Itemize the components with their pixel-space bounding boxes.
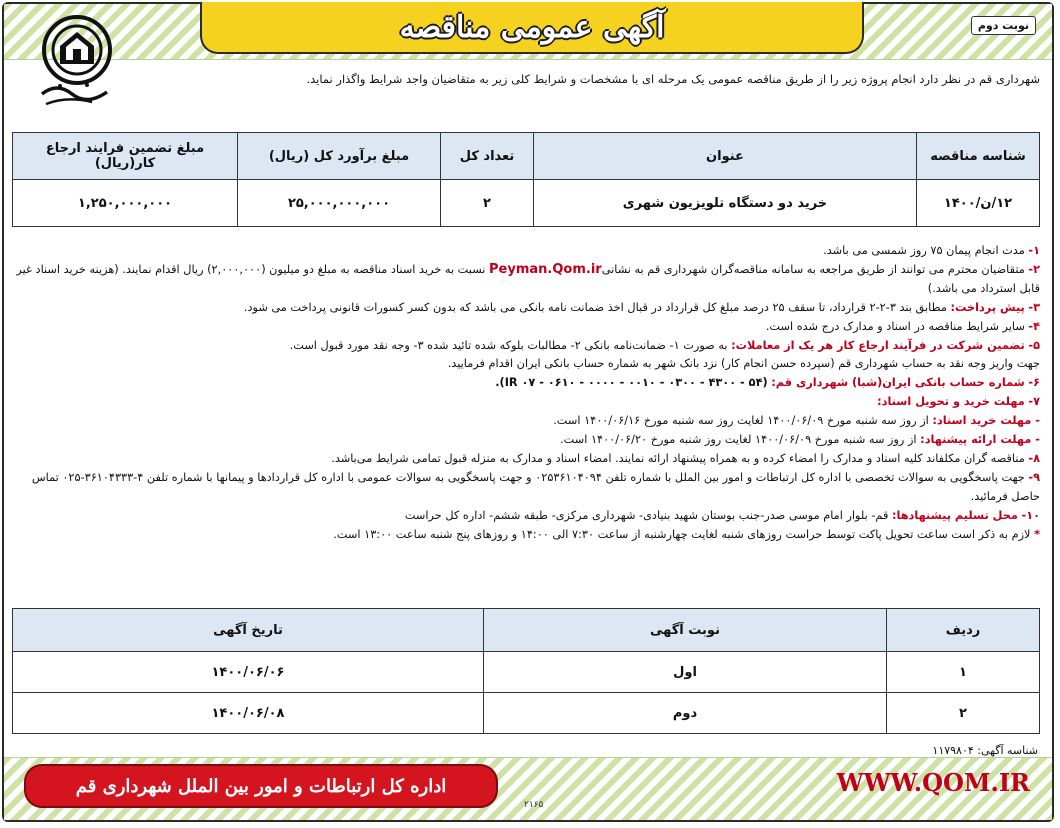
ad-id: شناسه آگهی: ۱۱۷۹۸۰۴ xyxy=(932,744,1038,757)
col-row: ردیف xyxy=(887,609,1040,652)
tender-portal-link[interactable]: Peyman.Qom.ir xyxy=(489,261,602,277)
tender-id-value: ۱۲/ن/۱۴۰۰ xyxy=(917,180,1040,227)
intro-paragraph: شهرداری قم در نظر دارد انجام پروژه زیر را از طریق مناقصه عمومی یک مرحله ای با مشخصات و شرایط کلی زیر به متقاضیان واجد شرایط واگذار نماید. xyxy=(306,72,1040,86)
table-row xyxy=(13,693,1040,734)
website-link[interactable]: WWW.QOM.IR xyxy=(836,768,1030,797)
department-banner xyxy=(24,764,498,808)
condition-9: ۹- جهت پاسخگویی به سوالات تخصصی با اداره کل ارتباطات و امور بین الملل با شماره تلفن ۰۲۵۳۶۱۰۴۰۹۴ و جهت پاسخگویی به سوالات عمومی با اداره کل قراردادها و پیمانها با شماره تلفن ۴-۳۶۱۰۴۳۳۳-۰۲۵ تماس حاصل فرمائید. xyxy=(31,470,1040,503)
table-row xyxy=(13,180,1040,227)
date-value: ۱۴۰۰/۰۶/۰۶ xyxy=(13,652,484,693)
date-value: ۱۴۰۰/۰۶/۰۸ xyxy=(13,693,484,734)
round-value: اول xyxy=(484,652,887,693)
tender-table xyxy=(12,132,1040,227)
condition-1: ۱- مدت انجام پیمان ۷۵ روز شمسی می باشد. xyxy=(823,244,1040,257)
condition-5: ۵- تضمین شرکت در فرآیند ارجاع کار هر یک از معاملات: به صورت ۱- ضمانت‌نامه بانکی ۲- مطالبات بلوکه شده تائید شده ۳- وجه نقد مورد قبول است. xyxy=(289,338,1040,352)
col-guarantee: مبلغ تضمین فرایند ارجاع کار(ریال) xyxy=(13,133,238,180)
delivery-note: * لازم به ذکر است ساعت تحویل پاکت توسط حراست روزهای شنبه لغایت چهارشنبه از ساعت ۷:۳۰ الی ۱۴:۰۰ و روزهای پنج شنبه ساعت ۱۳:۰۰ است. xyxy=(333,527,1040,541)
condition-2: ۲- متقاضیان محترم می توانند از طریق مراجعه به سامانه مناقصه‌گران شهرداری قم به نشانیPeyman.Qom.ir نسبت به خرید اسناد مناقصه به مبلغ دو میلیون (۲,۰۰۰,۰۰۰) ریال اقدام نمایند. (هزینه خرید اسناد غیر قابل استرداد می باشد.) xyxy=(16,261,1040,295)
condition-8: ۸- مناقصه گران مکلفاند کلیه اسناد و مدارک را امضاء کرده و به همراه پیشنهاد ارائه نمایند. امضاء اسناد و مدارک به منزله قبول تمامی شرایط می‌باشد. xyxy=(331,451,1040,465)
col-title: عنوان xyxy=(534,133,917,180)
department-name: اداره کل ارتباطات و امور بین الملل شهرداری قم xyxy=(75,775,447,797)
condition-3: ۳- پیش پرداخت: مطابق بند ۳-۲-۲ قرارداد، تا سقف ۲۵ درصد مبلغ کل قرارداد در قبال اخذ ضمانت نامه بانکی می باشد که بدون کسر کسورات قانونی پرداخت می شود. xyxy=(243,300,1040,314)
condition-7b: - مهلت ارائه پیشنهاد: از روز سه شنبه مورخ ۱۴۰۰/۰۶/۰۹ لغایت روز شنبه مورخ ۱۴۰۰/۰۶/۲۰ است. xyxy=(560,433,1040,447)
col-date: تاریخ آگهی xyxy=(13,609,484,652)
condition-4: ۴- سایر شرایط مناقصه در اسناد و مدارک درج شده است. xyxy=(765,319,1040,333)
col-count: تعداد کل xyxy=(441,133,534,180)
publication-round-badge: نوبت دوم xyxy=(971,16,1036,35)
conditions-list xyxy=(16,242,1040,545)
col-round: نوبت آگهی xyxy=(484,609,887,652)
tender-title-value: خرید دو دستگاه تلویزیون شهری xyxy=(534,180,917,227)
schedule-table-header xyxy=(13,609,1040,652)
col-tender-id: شناسه مناقصه xyxy=(917,133,1040,180)
col-estimate: مبلغ برآورد کل (ریال) xyxy=(238,133,441,180)
tender-guarantee-value: ۱,۲۵۰,۰۰۰,۰۰۰ xyxy=(13,180,238,227)
print-code: ۲۱۶۵ xyxy=(524,800,544,810)
condition-5-note: جهت واریز وجه نقد به حساب شهرداری قم (سپرده حسن انجام کار) نزد بانک شهر به شماره حساب بانکی ایران اقدام فرمایید. xyxy=(447,357,1040,371)
page-title: آگهی عمومی مناقصه xyxy=(399,9,665,45)
tender-count-value: ۲ xyxy=(441,180,534,227)
row-number: ۲ xyxy=(887,693,1040,734)
tender-table-header xyxy=(13,133,1040,180)
row-number: ۱ xyxy=(887,652,1040,693)
table-row xyxy=(13,652,1040,693)
condition-6: ۶- شماره حساب بانکی ایران(شبا) شهرداری قم: (۵۴ - ۴۳۰۰ - ۰۳۰۰ - ۰۰۱۰ - ۰۰۰۰ - ۰۶۱۰ - ۰۷ IR). xyxy=(495,376,1040,390)
tender-estimate-value: ۲۵,۰۰۰,۰۰۰,۰۰۰ xyxy=(238,180,441,227)
municipality-logo-icon xyxy=(32,12,122,112)
condition-10: ۱۰- محل تسلیم پیشنهادها: قم- بلوار امام موسی صدر-جنب بوستان شهید بنیادی- شهرداری مرکزی- طبقه ششم- اداره کل حراست xyxy=(404,508,1040,522)
schedule-table xyxy=(12,608,1040,734)
title-banner xyxy=(200,2,864,54)
round-value: دوم xyxy=(484,693,887,734)
condition-7: ۷- مهلت خرید و تحویل اسناد: xyxy=(877,395,1040,409)
ad-frame xyxy=(2,2,1054,822)
condition-7a: - مهلت خرید اسناد: از روز سه شنبه مورخ ۱۴۰۰/۰۶/۰۹ لغایت روز سه شنبه مورخ ۱۴۰۰/۰۶/۱۶ است. xyxy=(553,414,1040,428)
